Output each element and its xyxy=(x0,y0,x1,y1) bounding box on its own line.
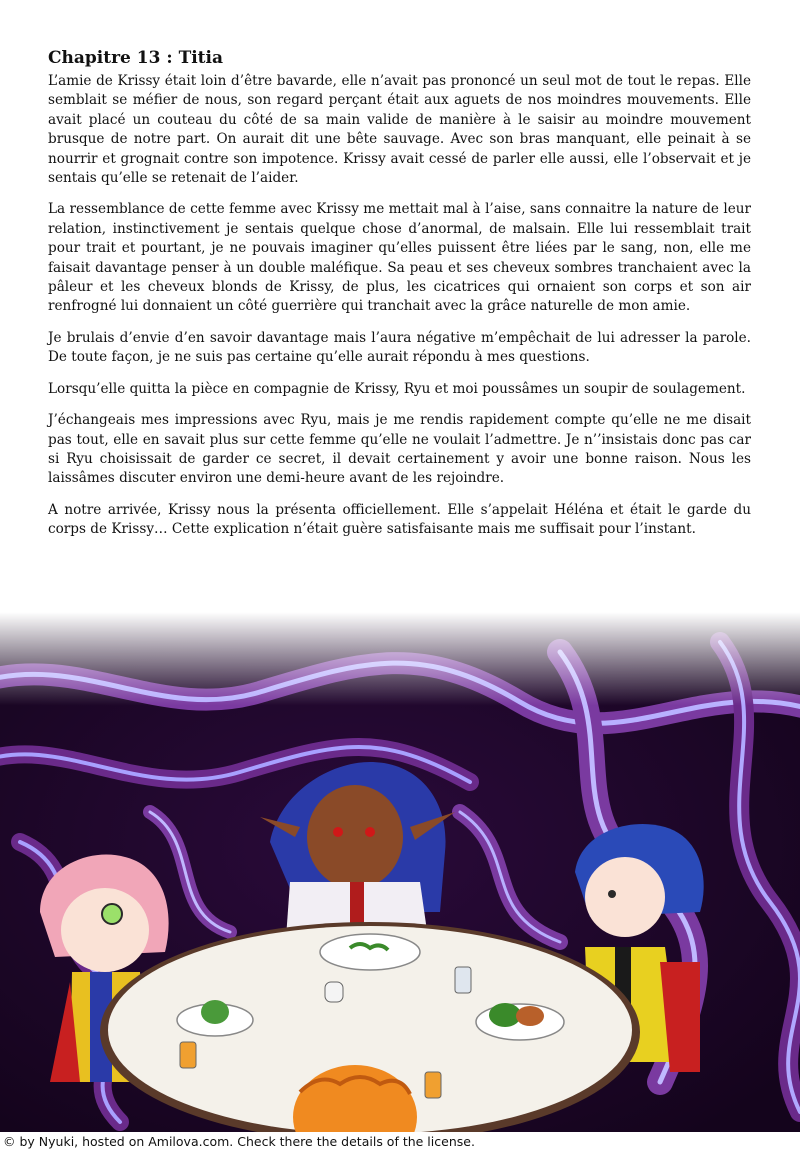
illustration-svg xyxy=(0,612,800,1132)
chapter-text xyxy=(48,48,751,552)
chapter-title: Chapitre 13 : Titia xyxy=(48,48,223,68)
paragraph: L’amie de Krissy était loin d’être bavarde, elle n’avait pas prononcé un seul mot de tout le repas. Elle semblait se méfier de nous, son regard perçant était aux aguets de nos moindres mouvements. Elle avait placé un couteau du côté de sa main valide de manière à le saisir au moindre mouvement brusque de notre part. On aurait dit une bête sauvage. Avec son bras manquant, elle peinait à se nourrir et grognait contre son impotence. Krissy avait cessé de parler elle aussi, elle l’observait et je sentais qu’elle se retenait de l’aider. xyxy=(48,73,751,187)
paragraph: A notre arrivée, Krissy nous la présenta officiellement. Elle s’appelait Héléna et était le garde du corps de Krissy… Cette explication n’était guère satisfaisante mais me suffisait pour l’instant. xyxy=(48,501,751,538)
paragraph: Je brulais d’envie d’en savoir davantage mais l’aura négative m’empêchait de lui adresser la parole. De toute façon, je ne suis pas certaine qu’elle aurait répondu à mes questions. xyxy=(48,329,751,366)
paragraph: J’échangeais mes impressions avec Ryu, mais je me rendis rapidement compte qu’elle ne me disait pas tout, elle en savait plus sur cette femme qu’elle ne voulait l’admettre. Je n’’insistais donc pas car si Ryu choisissait de garder ce secret, il devait certainement y avoir une bonne raison. Nous les laissâmes discuter environ une demi-heure avant de les rejoindre. xyxy=(48,412,751,487)
dinner-illustration xyxy=(0,612,800,1132)
glass xyxy=(180,1042,196,1068)
mug xyxy=(325,982,343,1002)
glass xyxy=(455,967,471,993)
license-credit: © by Nyuki, hosted on Amilova.com. Check there the details of the license. xyxy=(0,1132,800,1151)
plate xyxy=(320,934,420,970)
glass xyxy=(425,1072,441,1098)
paragraph: La ressemblance de cette femme avec Krissy me mettait mal à l’aise, sans connaitre la nature de leur relation, instinctivement je sentais quelque chose d’anormal, de malsain. Elle lui ressemblait trait pour trait et pourtant, je ne pouvais imaginer qu’elles puissent être liées par le sang, non, elle me faisait davantage penser à un double maléfique. Sa peau et ses cheveux sombres tranchaient avec la pâleur et les cheveux blonds de Krissy, de plus, les cicatrices qui ornaient son corps et son air renfrogné lui donnaient un côté guerrière qui tranchait avec la grâce naturelle de mon amie. xyxy=(48,201,751,315)
paragraph: Lorsqu’elle quitta la pièce en compagnie de Krissy, Ryu et moi poussâmes un soupir de soulagement. xyxy=(48,380,746,397)
